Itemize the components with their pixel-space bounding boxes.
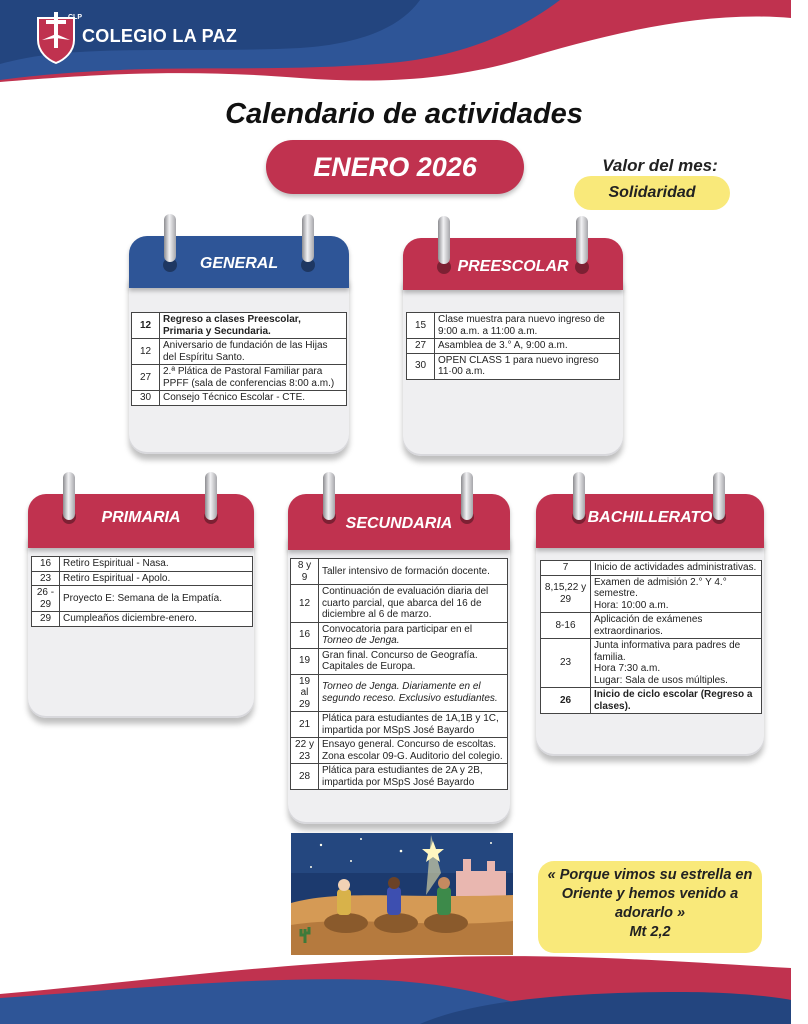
ring-icon — [713, 472, 725, 520]
table-row: 16 Convocatoria para participar en el Torneo de Jenga. — [291, 622, 508, 648]
calendar-general-table — [131, 312, 347, 406]
three-kings-illustration — [291, 833, 513, 955]
ring-icon — [438, 216, 450, 264]
table-row: 8-16 Aplicación de exámenes extraordinarios. — [541, 613, 762, 639]
ring-icon — [302, 214, 314, 262]
school-name: COLEGIO LA PAZ — [82, 26, 238, 46]
table-row: 26 - 29 Proyecto E: Semana de la Empatía. — [32, 586, 253, 612]
table-row: 21 Plática para estudiantes de 1A,1B y 1C, impartida por MSpS José Bayardo — [291, 712, 508, 738]
ring-icon — [323, 472, 335, 520]
value-of-month-badge: Solidaridad — [574, 176, 730, 210]
ring-icon — [205, 472, 217, 520]
calendar-preescolar-table — [406, 312, 620, 380]
bible-quote — [538, 861, 762, 953]
table-row: 12 Aniversario de fundación de las Hijas del Espíritu Santo. — [132, 339, 347, 365]
calendar-secundaria-table — [290, 558, 508, 790]
calendar-general — [129, 236, 349, 454]
table-row: 8 y 9 Taller intensivo de formación docente. — [291, 559, 508, 585]
table-row: 30 Consejo Técnico Escolar - CTE. — [132, 391, 347, 406]
table-row: 23 Retiro Espiritual - Apolo. — [32, 571, 253, 586]
school-logo — [34, 10, 82, 64]
table-row: 28 Plática para estudiantes de 2A y 2B, impartida por MSpS José Bayardo — [291, 764, 508, 790]
table-row: 22 y 23 Ensayo general. Concurso de escoltas. Zona escolar 09-G. Auditorio del colegio. — [291, 738, 508, 764]
table-row: 30 OPEN CLASS 1 para nuevo ingreso 11·00 a.m. — [407, 353, 620, 379]
calendar-bachillerato — [536, 494, 764, 756]
ring-icon — [63, 472, 75, 520]
calendar-primaria-table — [31, 556, 253, 627]
ring-icon — [164, 214, 176, 262]
quote-reference: Mt 2,2 — [629, 924, 671, 940]
ring-icon — [573, 472, 585, 520]
calendar-bachillerato-table — [540, 560, 762, 714]
table-row: 12 Continuación de evaluación diaria del cuarto parcial, que abarca del 16 de diciembre al 6 de marzo. — [291, 585, 508, 623]
ring-icon — [576, 216, 588, 264]
table-row: 19 Gran final. Concurso de Geografía. Capitales de Europa. — [291, 648, 508, 674]
quote-text: « Porque vimos su estrella en Oriente y hemos venido a adorarlo » — [547, 867, 753, 921]
bottom-banner — [0, 954, 791, 1024]
calendar-general-title: GENERAL — [199, 255, 279, 272]
ring-icon — [461, 472, 473, 520]
calendar-preescolar — [403, 238, 623, 456]
calendar-secundaria — [288, 494, 510, 824]
table-row: 19 al 29 Torneo de Jenga. Diariamente en el segundo receso. Exclusivo estudiantes. — [291, 674, 508, 712]
table-row: 7 Inicio de actividades administrativas. — [541, 561, 762, 576]
table-row: 27 Asamblea de 3.° A, 9:00 a.m. — [407, 339, 620, 354]
calendar-secundaria-title: SECUNDARIA — [345, 515, 453, 532]
table-row: 12 Regreso a clases Preescolar, Primaria y Secundaria. — [132, 313, 347, 339]
table-row: 8,15,22 y 29 Examen de admisión 2.° Y 4.° semestre. Hora: 10:00 a.m. — [541, 575, 762, 613]
calendar-primaria-title: PRIMARIA — [101, 509, 181, 526]
calendar-bachillerato-title: BACHILLERATO — [587, 509, 713, 526]
table-row: 27 2.ª Plática de Pastoral Familiar para PPFF (sala de conferencias 8:00 a.m.) — [132, 365, 347, 391]
logo-lettering: CLP — [68, 14, 82, 21]
table-row: 23 Junta informativa para padres de familia. Hora 7:30 a.m. Lugar: Sala de usos múltiples. — [541, 639, 762, 688]
page-title: Calendario de actividades — [225, 98, 583, 130]
table-row: 26 Inicio de ciclo escolar (Regreso a clases). — [541, 688, 762, 714]
calendar-preescolar-title: PREESCOLAR — [457, 258, 569, 275]
table-row: 16 Retiro Espiritual - Nasa. — [32, 557, 253, 572]
table-row: 15 Clase muestra para nuevo ingreso de 9:00 a.m. a 11:00 a.m. — [407, 313, 620, 339]
table-row: 29 Cumpleaños diciembre-enero. — [32, 612, 253, 627]
calendar-primaria — [28, 494, 254, 718]
value-of-month-label: Valor del mes: — [602, 156, 718, 175]
month-badge: ENERO 2026 — [266, 140, 524, 194]
